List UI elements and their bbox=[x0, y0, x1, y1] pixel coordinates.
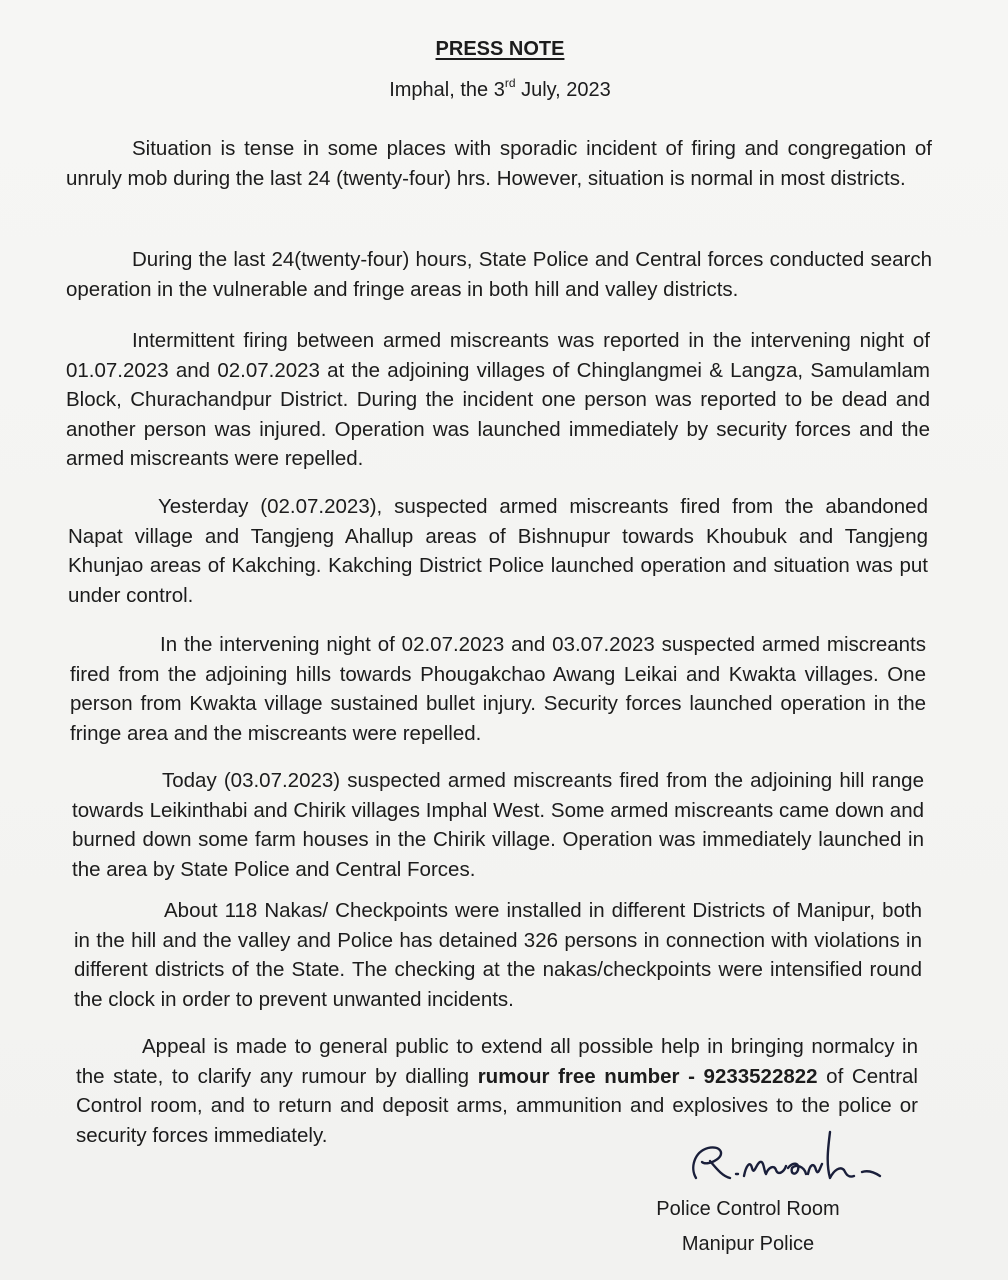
signatory-block bbox=[630, 1192, 866, 1262]
paragraph-situation: Situation is tense in some places with sporadic incident of firing and congregation of unruly mob during the last 24 (twenty-four) hrs. However, situation is normal in most districts. bbox=[66, 137, 932, 190]
paragraph-chirik-incident: Today (03.07.2023) suspected armed miscreants fired from the adjoining hill range towards Leikinthabi and Chirik villages Imphal West. Some armed miscreants came down and burned down some farm houses in the Chirik village. Operation was immediately launched in the area by State Police and Central Forces. bbox=[72, 769, 924, 881]
dateline bbox=[0, 76, 1000, 102]
dateline-superscript: rd bbox=[504, 76, 516, 90]
dateline-prefix: Imphal, the 3 bbox=[389, 79, 505, 101]
paragraph-kakching-incident: Yesterday (02.07.2023), suspected armed miscreants fired from the abandoned Napat village and Tangjeng Ahallup areas of Bishnupur towards Khoubuk and Tangjeng Khunjao areas of Kakching. Kakching District Police launched operation and situation was put under control. bbox=[68, 495, 928, 607]
appeal-text-before: Appeal is made to general public to extend all possible help in bringing normalcy in the state, to clarify any rumour by dialling bbox=[76, 1035, 918, 1088]
appeal-text-after: of Central Control room, and to return and deposit arms, ammunition and explosives to the police or security forces immediately. bbox=[76, 1064, 918, 1147]
handwritten-signature bbox=[680, 1128, 890, 1192]
signatory-office: Police Control Room bbox=[656, 1198, 840, 1220]
paragraph-kwakta-incident: In the intervening night of 02.07.2023 and 03.07.2023 suspected armed miscreants fired from the adjoining hills towards Phougakchao Awang Leikai and Kwakta villages. One person from Kwakta village sustained bullet injury. Security forces launched operation in the fringe area and the miscreants were repelled. bbox=[70, 633, 926, 745]
dateline-suffix: July, 2023 bbox=[515, 79, 611, 101]
signatory-department: Manipur Police bbox=[681, 1233, 815, 1255]
paragraph-churachandpur-incident: Intermittent firing between armed miscreants was reported in the intervening night of 01.07.2023 and 02.07.2023 at the adjoining villages of Chinglangmei & Langza, Samulamlam Block, Churachandpur District. During the incident one person was reported to be dead and another person was injured. Operation was launched immediately by security forces and the armed miscreants were repelled. bbox=[66, 329, 930, 470]
rumour-free-number: rumour free number - 9233522822 bbox=[477, 1064, 818, 1088]
paragraph-search-operation: During the last 24(twenty-four) hours, State Police and Central forces conducted search operation in the vulnerable and fringe areas in both hill and valley districts. bbox=[66, 248, 932, 301]
paragraph-checkpoints: About 118 Nakas/ Checkpoints were installed in different Districts of Manipur, both in the hill and the valley and Police has detained 326 persons in connection with violations in different districts of the State. The checking at the nakas/checkpoints were intensified round the clock in order to prevent unwanted incidents. bbox=[74, 899, 922, 1011]
document-title: PRESS NOTE bbox=[435, 38, 565, 60]
